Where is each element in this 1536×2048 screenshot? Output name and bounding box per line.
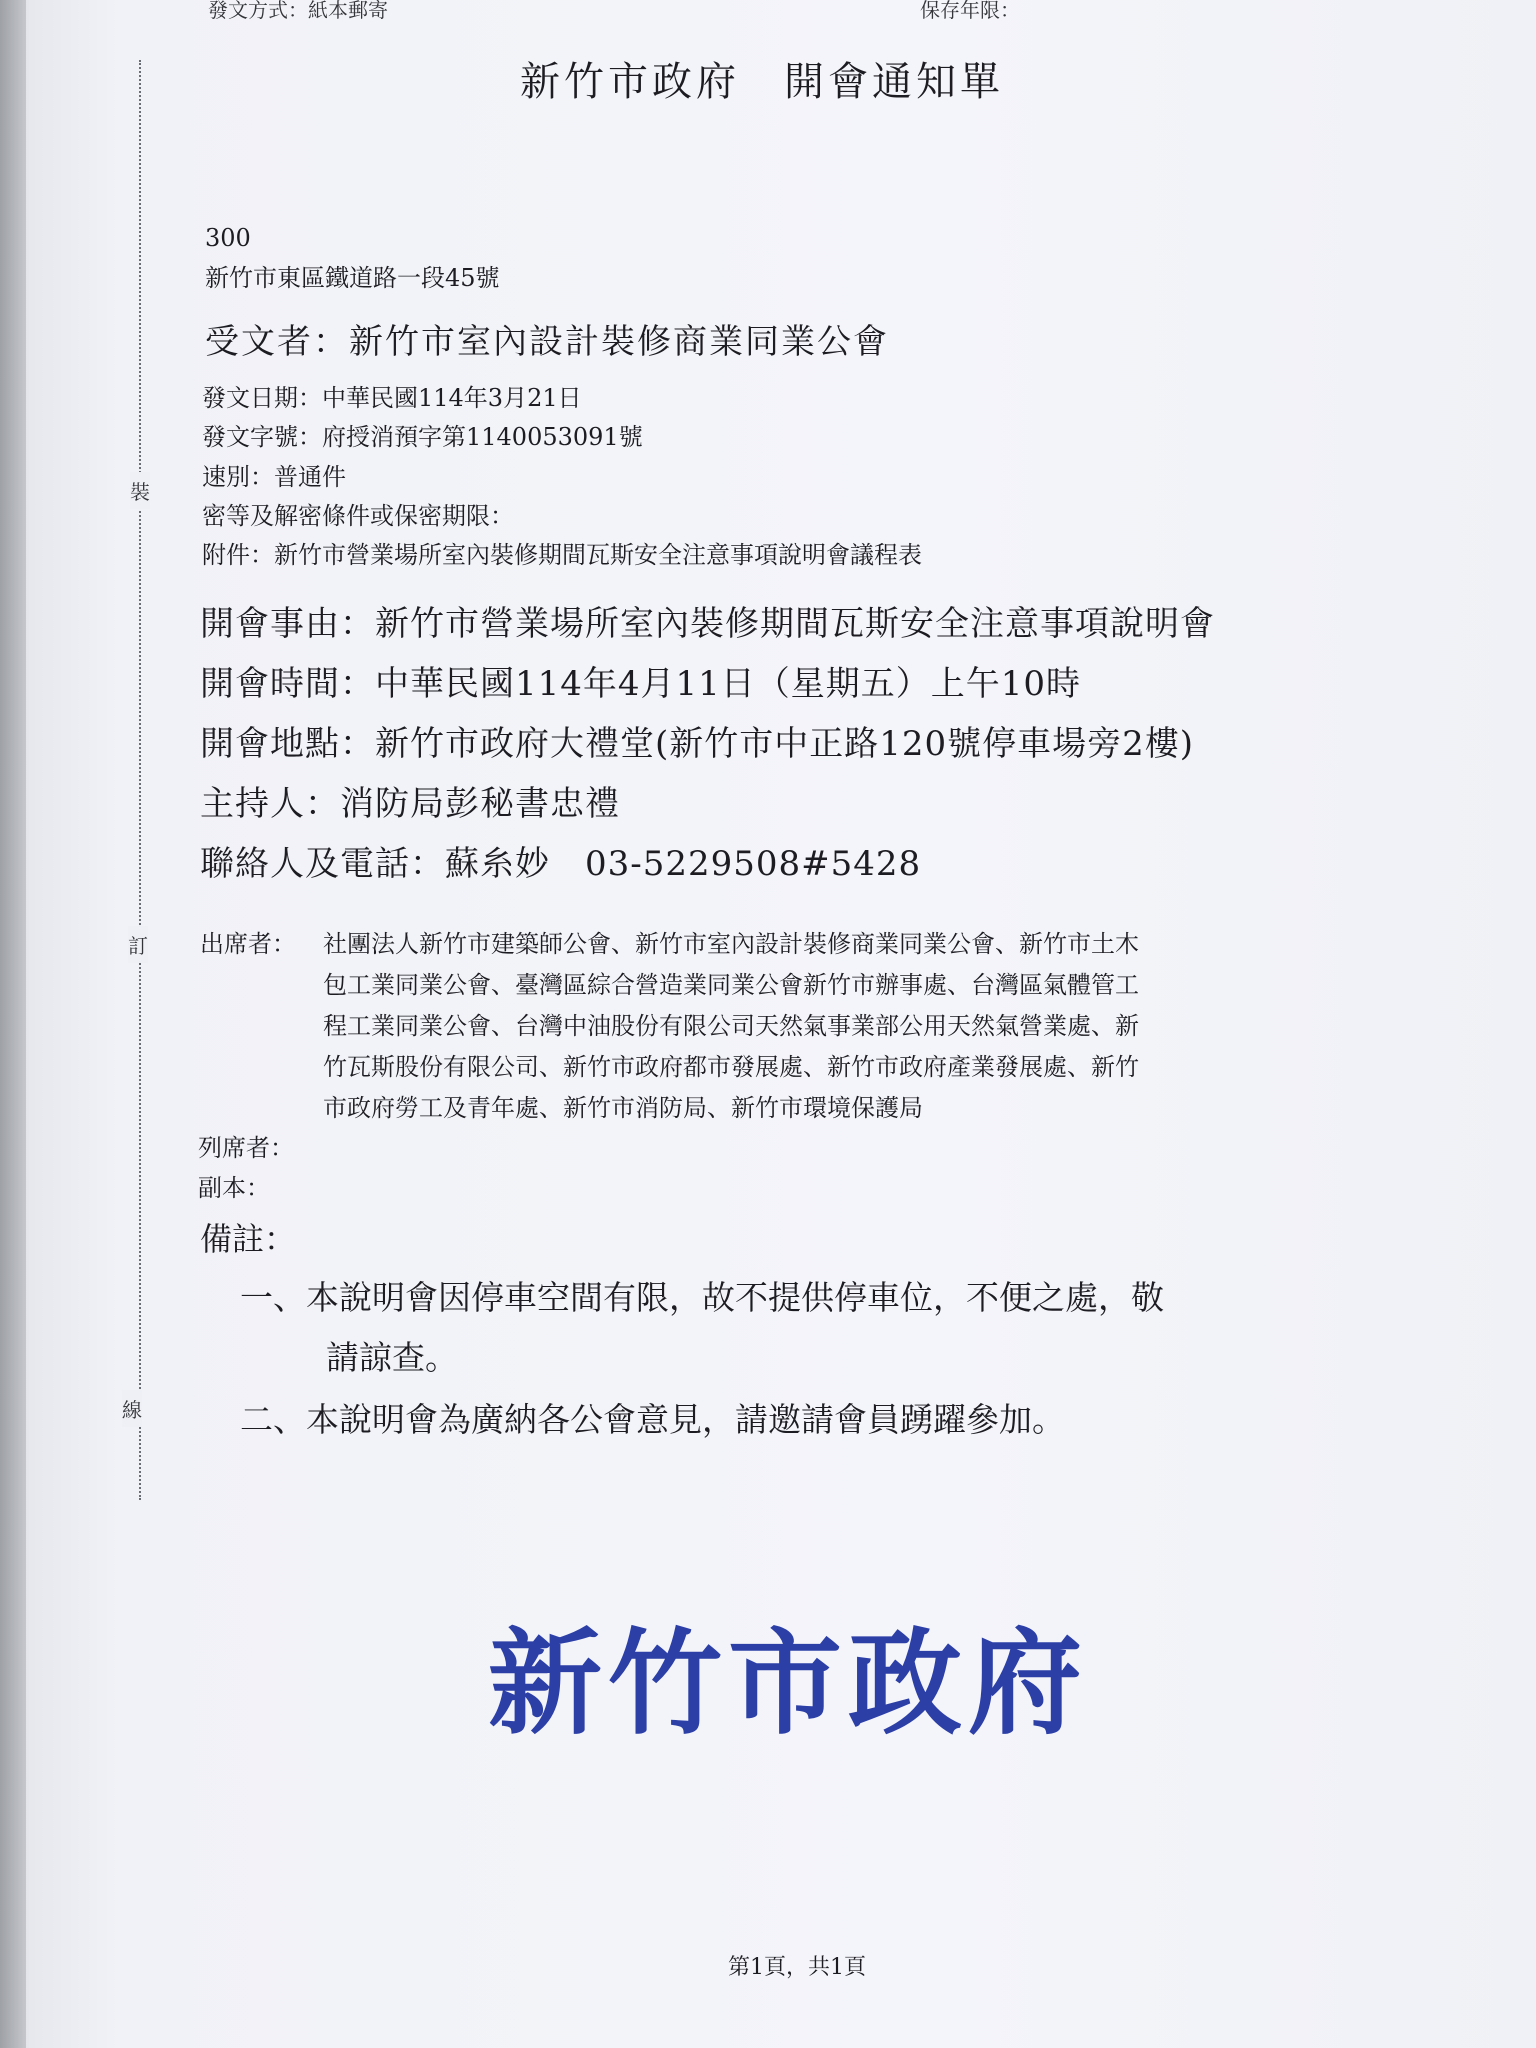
contact-phone: 聯絡人及電話：蘇糸妙 03-5229508#5428 — [200, 844, 922, 884]
recipient: 受文者：新竹市室內設計裝修商業同業公會 — [205, 322, 889, 362]
postal-code: 300 — [205, 224, 251, 252]
notes-label: 備註： — [200, 1220, 297, 1258]
retention-period: 保存年限： — [920, 0, 1020, 22]
note-item-1-continued: 請諒查。 — [326, 1338, 458, 1377]
attendees-line: 包工業同業公會、臺灣區綜合營造業同業公會新竹市辦事處、台灣區氣體管工 — [323, 971, 1139, 999]
confidentiality: 密等及解密條件或保密期限： — [202, 502, 514, 530]
attendees-line: 市政府勞工及青年處、新竹市消防局、新竹市環境保護局 — [323, 1094, 923, 1122]
attachment: 附件：新竹市營業場所室內裝修期間瓦斯安全注意事項說明會議程表 — [202, 541, 922, 569]
attendees-line: 社團法人新竹市建築師公會、新竹市室內設計裝修商業同業公會、新竹市土木 — [323, 930, 1139, 958]
page-number: 第1頁，共1頁 — [728, 1955, 866, 1980]
binding-mark-zhuang: 裝 — [130, 472, 150, 509]
binding-mark-ding: 訂 — [128, 926, 148, 963]
attendees-line: 竹瓦斯股份有限公司、新竹市政府都市發展處、新竹市政府產業發展處、新竹 — [323, 1053, 1139, 1081]
dispatch-method: 發文方式：紙本郵寄 — [208, 0, 388, 22]
binding-line — [139, 60, 141, 1500]
desk-edge — [0, 0, 26, 2048]
copies: 副本： — [198, 1174, 270, 1202]
binding-mark-xian: 線 — [122, 1390, 142, 1427]
meeting-host: 主持人：消防局彭秘書忠禮 — [200, 784, 620, 824]
document-number: 發文字號：府授消預字第1140053091號 — [202, 423, 643, 451]
attendees-list — [323, 924, 1139, 1129]
note-item-1: 一、本說明會因停車空間有限，故不提供停車位，不便之處，敬 — [240, 1278, 1164, 1317]
meeting-time: 開會時間：中華民國114年4月11日（星期五）上午10時 — [200, 664, 1082, 704]
government-seal-stamp: 新竹市政府 — [488, 1617, 1089, 1750]
sender-address: 新竹市東區鐵道路一段45號 — [205, 264, 500, 292]
attendees-label: 出席者： — [200, 930, 296, 958]
priority: 速別：普通件 — [202, 463, 346, 491]
meeting-location: 開會地點：新竹市政府大禮堂(新竹市中正路120號停車場旁2樓) — [200, 724, 1195, 764]
note-item-2: 二、本說明會為廣納各公會意見，請邀請會員踴躍參加。 — [240, 1400, 1065, 1439]
meeting-reason: 開會事由：新竹市營業場所室內裝修期間瓦斯安全注意事項說明會 — [200, 604, 1215, 644]
document-title: 新竹市政府 開會通知單 — [520, 59, 1004, 105]
issue-date: 發文日期：中華民國114年3月21日 — [202, 384, 582, 412]
attendees-line: 程工業同業公會、台灣中油股份有限公司天然氣事業部公用天然氣營業處、新 — [323, 1012, 1139, 1040]
observers: 列席者： — [198, 1134, 294, 1162]
